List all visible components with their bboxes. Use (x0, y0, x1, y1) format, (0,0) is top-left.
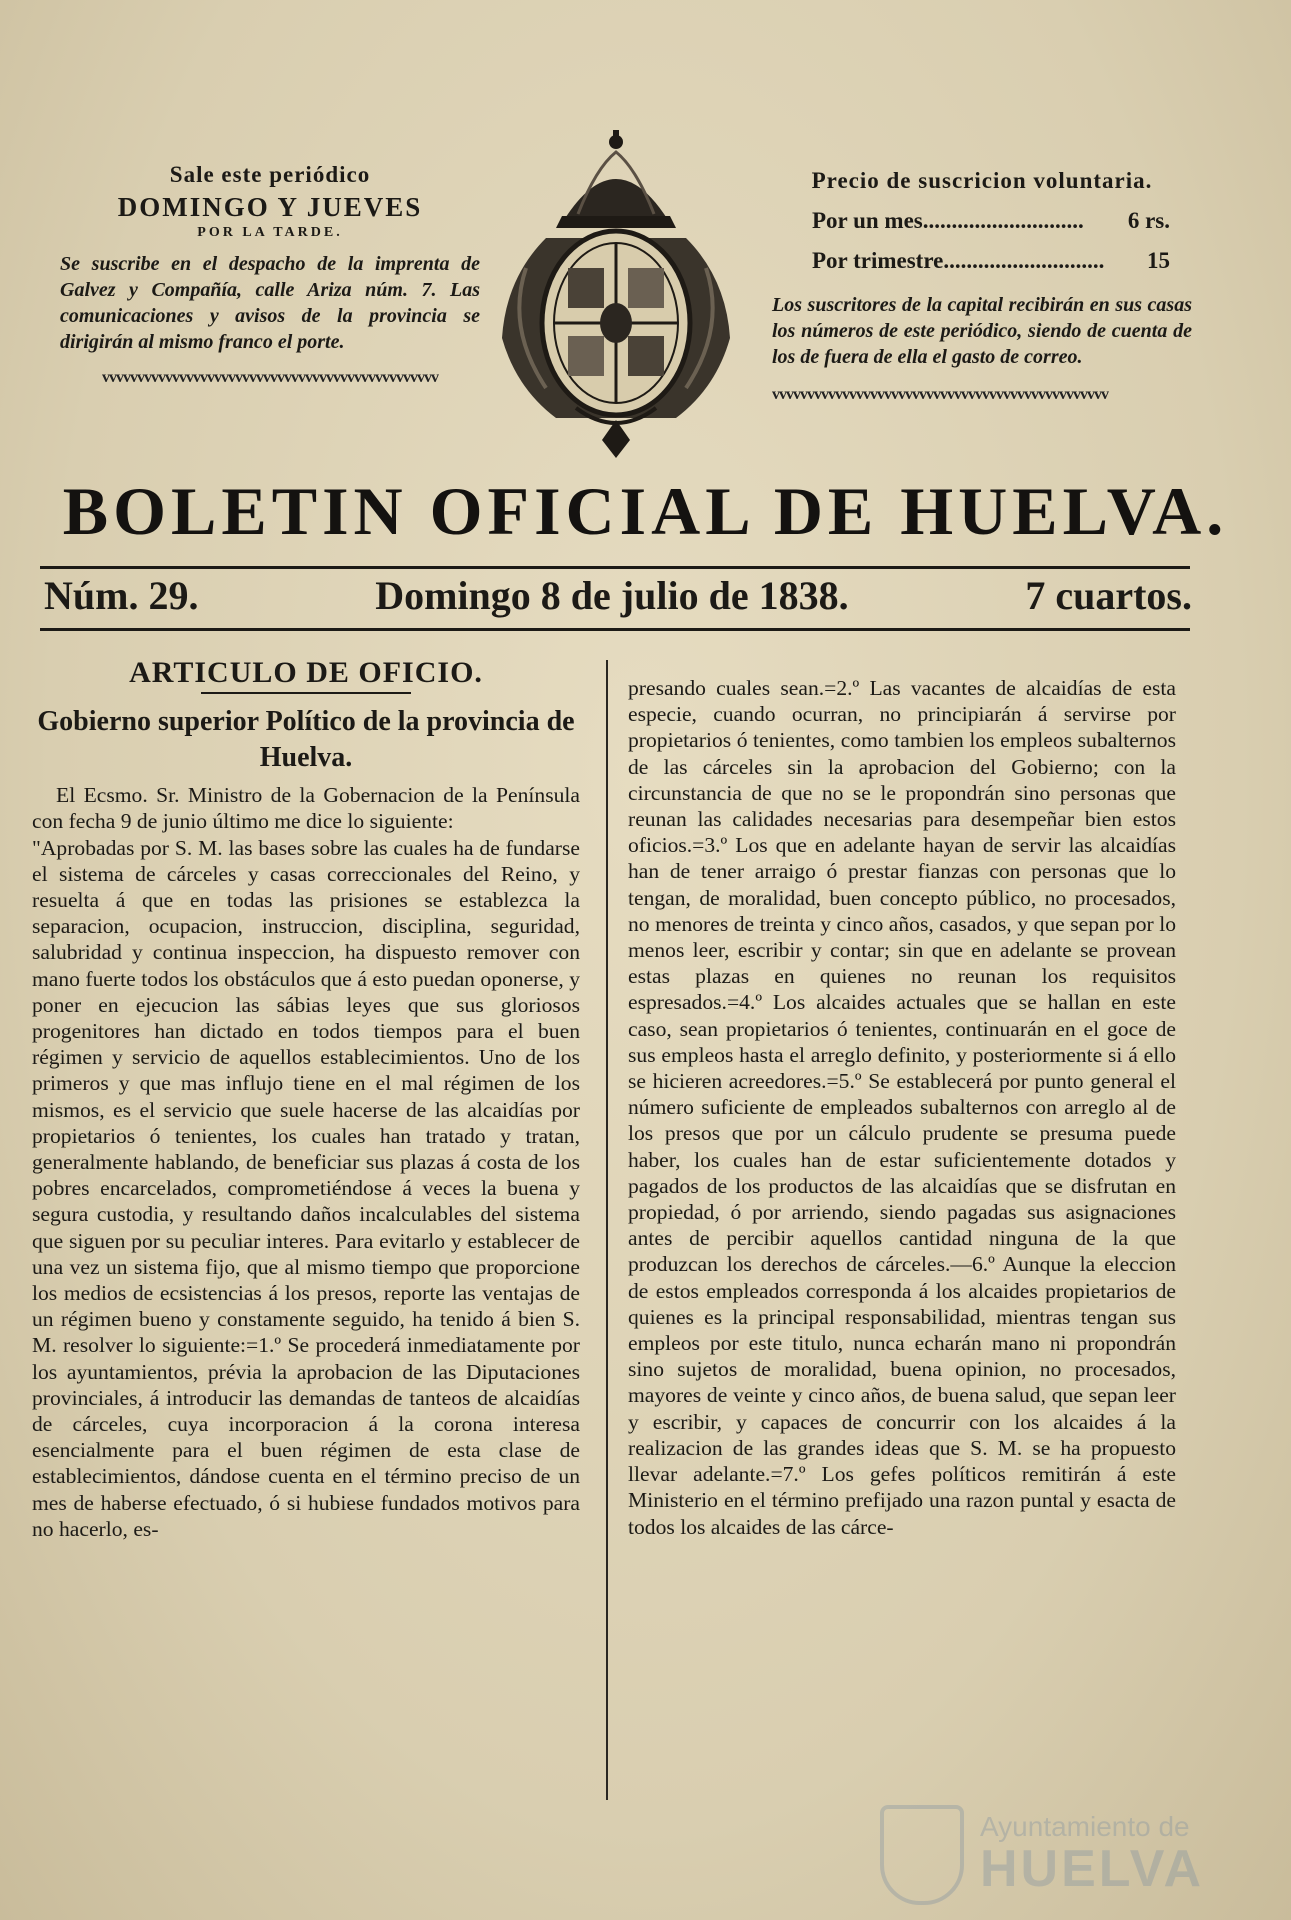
ornament-border-left: vvvvvvvvvvvvvvvvvvvvvvvvvvvvvvvvvvvvvvvvvvvvvvvv (102, 369, 438, 386)
publication-schedule-label: Sale este periódico (169, 162, 371, 187)
delivery-info: Los suscritores de la capital recibirán en sus casas los números de este periódico, siendo de cuenta de los de fuera de ella el gasto de correo. (772, 294, 1192, 368)
archive-watermark (880, 1805, 1260, 1905)
issue-price: 7 cuartos. (1025, 573, 1192, 618)
royal-coat-of-arms-icon (486, 128, 746, 458)
article-body-left: "Aprobadas por S. M. las bases sobre las cuales ha de fundarse el sistema de cárceles y casas correccionales del Reino, y resuelta á que en todas las prisiones se establezca la separacion, ocupacion, instruccion, disciplina, seguridad, salubridad y continua inspeccion, ha dispuesto remover con mano fuerte todos los obstáculos que á esto puedan oponerse, y poner en ejecucion las sábias leyes que sus gloriosos progenitores han dictado en todos tiempos para el buen régimen y servicio de aquellos establecimientos. Uno de los primeros y que mas influjo tiene en el mal régimen de los mismos, es el servicio que suele hacerse de las alcaidías por propietarios ó tenientes, los cuales han tratado y tratan, generalmente hablando, de beneficiar sus plazas á costa de los pobres encarcelados, comprometiéndose á veces la buena y segura custodia, y resultando daños incalculables del sistema que siguen por su peculiar interes. Para evitarlo y establecer de una vez un sistema fijo, que al mismo tiempo que proporcione los medios de ecsistencias á los presos, reporte las ventajas de un régimen bueno y constamente seguido, ha tenido á bien S. M. resolver lo siguiente:=1.º Se procederá inmediatamente por los ayuntamientos, prévia la aprobacion de las Diputaciones provinciales, á introducir las demandas de tanteos de alcaidías de cárceles, cuya incorporacion á la corona interesa esencialmente para el buen régimen de esta clase de establecimientos, dándose cuenta en el término preciso de un mes de haberse efectuado, ó si hubiese fundados motivos para no hacerlo, es- (32, 835, 580, 1541)
price-row-trimester (772, 248, 1192, 274)
article-intro: El Ecsmo. Sr. Ministro de la Gobernacion de la Península con fecha 9 de junio último me dice lo siguiente: (32, 783, 580, 834)
top-rule (40, 566, 1190, 569)
price-trimester-label: Por trimestre (812, 248, 944, 273)
ornament-border-right: vvvvvvvvvvvvvvvvvvvvvvvvvvvvvvvvvvvvvvvvvvvvvvvv (772, 386, 1108, 403)
column-divider (606, 660, 608, 1800)
publication-days: DOMINGO Y JUEVES (117, 192, 423, 222)
publication-time: POR LA TARDE. (197, 225, 343, 240)
masthead-left (60, 162, 480, 387)
watermark-line2: HUELVA (980, 1840, 1205, 1898)
heading-underline (201, 692, 411, 694)
section-heading: ARTICULO DE OFICIO. (129, 656, 483, 689)
issue-number: Núm. 29. (44, 573, 199, 618)
newspaper-title: BOLETIN OFICIAL DE HUELVA. (62, 473, 1229, 549)
ayuntamiento-shield-icon (880, 1805, 964, 1905)
subscription-info: Se suscribe en el despacho de la imprenta de Galvez y Compañía, calle Ariza núm. 7. Las comunicaciones y avisos de la provincia se dirigirán al mismo franco el porte. (60, 253, 480, 353)
section-subheading: Gobierno superior Político de la provincia de Huelva. (37, 706, 575, 774)
masthead-right (772, 168, 1192, 404)
price-trimester-dots: ............................ (943, 248, 1105, 273)
watermark-line1: Ayuntamiento de (980, 1811, 1190, 1842)
price-month-dots: ............................ (922, 208, 1084, 233)
column-right (628, 675, 1176, 1540)
price-title: Precio de suscricion voluntaria. (811, 168, 1153, 193)
price-row-month (772, 208, 1192, 234)
dateline (44, 572, 1192, 619)
price-trimester-value: 15 (1147, 248, 1170, 273)
article-body-right: presando cuales sean.=2.º Las vacantes de alcaidías de esta especie, cuando ocurran, no principiarán á servirse por propietarios ó tenientes, como tambien los empleos subalternos de las cárceles sin la aprobacion del Gobierno; con la circunstancia de que no se le propondrán sino personas que reunan las calidades necesarias para desempeñar bien estos oficios.=3.º Los que en adelante hayan de servir las alcaidías han de tener arraigo ó prestar fianzas con personas que lo tengan, de moralidad, buen concepto público, no procesados, no menores de treinta y cinco años, casados, y que sepan por lo menos leer, escribir y contar; sin que en adelante se provean estas plazas en quienes no reunan los requisitos espresados.=4.º Los alcaides actuales que se hallan en este caso, sean propietarios ó tenientes, continuarán en el goce de sus empleos hasta el arreglo definito, y posteriormente si á ello se hicieren acreedores.=5.º Se establecerá por punto general el número suficiente de empleados subalternos con arreglo al de los presos que por un cálculo prudente se presuma puede haber, los cuales han de estar suficientemente dotados y pagados de los productos de las alcaidías que se disfrutan en propiedad, ó por arriendo, siendo pagadas sus asignaciones antes de percibir aquellos cantidad ninguna de la que produzcan los derechos de cárceles.—6.º Aunque la eleccion de estos empleados corresponda á los alcaides propietarios de quienes es la principal responsabilidad, mientras tengan sus empleos por este titulo, nunca echarán mano ni propondrán sino sujetos de moralidad, buena opinion, no procesados, mayores de veinte y cinco años, de buena salud, que sepan leer y escribir, y capaces de concurrir con los alcaides á la realizacion de las grandes ideas que S. M. se ha propuesto llevar adelante.=7.º Los gefes políticos remitirán á este Ministerio en el término prefijado una razon puntal y esacta de todos los alcaides de las cárce- (628, 676, 1176, 1539)
column-left (32, 656, 580, 1542)
price-month-label: Por un mes (812, 208, 923, 233)
bottom-rule (40, 628, 1190, 631)
issue-date: Domingo 8 de julio de 1838. (375, 573, 849, 618)
price-month-value: 6 rs. (1127, 208, 1170, 233)
